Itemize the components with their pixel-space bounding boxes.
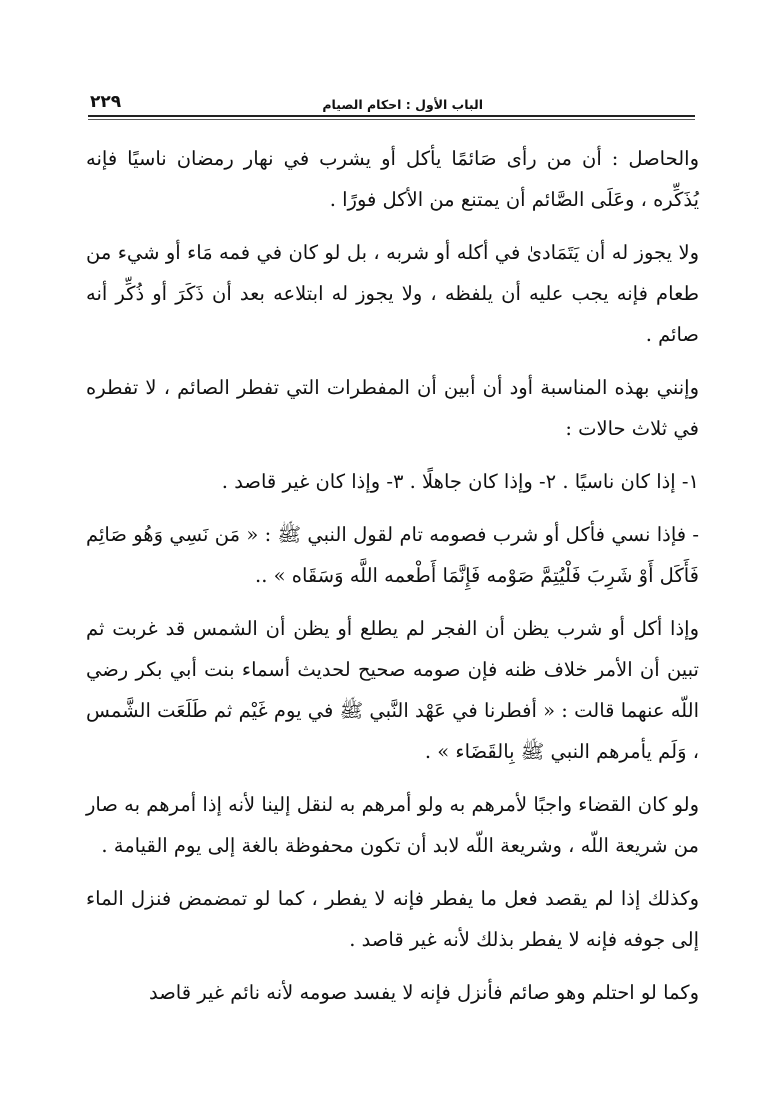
header-rule-thin — [88, 119, 695, 120]
paragraph-not-continue: ولا يجوز له أن يَتَمَادىٰ في أكله أو شربه ، بل لو كان في فمه مَاء أو شيء من طعام فإنه يجب عليه أن يلفظه ، ولا يجوز له ابتلاعه بعد أن ذَكَرَ أو ذُكِّر أنه صائم . — [86, 241, 699, 346]
chapter-title: الباب الأول : احكام الصيام — [322, 97, 483, 112]
running-header — [90, 88, 693, 112]
paragraph-no-intention: وكذلك إذا لم يقصد فعل ما يفطر فإنه لا يفطر ، كما لو تمضمض فنزل الماء إلى جوفه فإنه لا يفطر بذلك لأنه غير قاصد . — [86, 887, 699, 951]
paragraph-summary: والحاصل : أن من رأى صَائمًا يأكل أو يشرب في نهار رمضان ناسيًا فإنه يُذَكِّره ، وعَلَى الصَّائم أن يمتنع من الأكل فورًا . — [86, 147, 699, 211]
page-number: ٢٢٩ — [90, 92, 122, 112]
paragraph-asma-hadith: وإذا أكل أو شرب يظن أن الفجر لم يطلع أو يظن أن الشمس قد غربت ثم تبين أن الأمر خلاف ظنه فإن صومه صحيح لحديث أسماء بنت أبي بكر رضي اللّه عنهما قالت : « أفطرنا في عَهْد النَّبي ﷺ في يوم غَيْم ثم طَلَعَت الشَّمس ، وَلَم يأمرهم النبي ﷺ بِالقَضَاء » . — [86, 617, 699, 763]
paragraph-wet-dream: وكما لو احتلم وهو صائم فأنزل فإنه لا يفسد صومه لأنه نائم غير قاصد — [149, 981, 699, 1004]
header-rule — [88, 115, 695, 117]
paragraph-three-cases-intro: وإنني بهذه المناسبة أود أن أبين أن المفطرات التي تفطر الصائم ، لا تفطره في ثلاث حالات : — [86, 376, 699, 440]
paragraph-three-cases-list: ١- إذا كان ناسيًا . ٢- وإذا كان جاهلًا . ٣- وإذا كان غير قاصد . — [221, 470, 699, 493]
page-body — [86, 138, 699, 1013]
paragraph-forgetting-hadith: - فإذا نسي فأكل أو شرب فصومه تام لقول النبي ﷺ : « مَن نَسِي وَهُو صَائِم فَأَكَل أَوْ شَرِبَ فَلْيُتِمَّ صَوْمه فَإِنَّمَا أَطْعمه اللَّه وَسَقَاه » .. — [86, 523, 699, 587]
paragraph-qada-reasoning: ولو كان القضاء واجبًا لأمرهم به ولو أمرهم به لنقل إلينا لأنه إذا أمرهم به صار من شريعة اللّه ، وشريعة اللّه لابد أن تكون محفوظة بالغة إلى يوم القيامة . — [86, 793, 699, 857]
